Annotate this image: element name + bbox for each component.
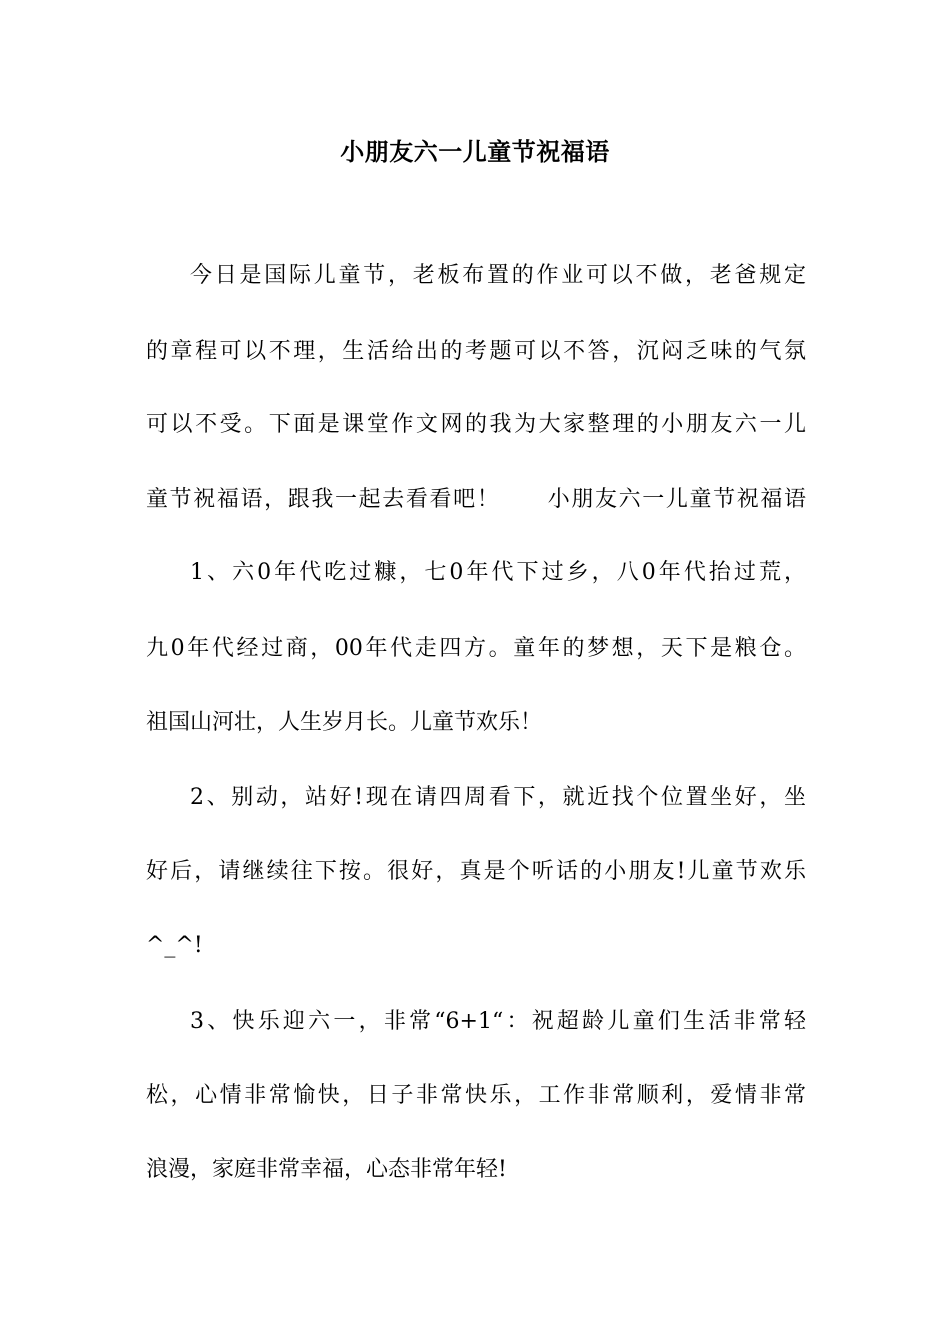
paragraph-line: 的章程可以不理，生活给出的考题可以不答，沉闷乏味的气氛	[146, 339, 806, 364]
paragraph-line: 2、别动，站好!现在请四周看下，就近找个位置坐好，坐	[190, 785, 806, 810]
paragraph-line: 浪漫，家庭非常幸福，心态非常年轻!	[146, 1157, 507, 1182]
paragraph-line: 童节祝福语，跟我一起去看看吧！ 小朋友六一儿童节祝福语	[146, 487, 806, 512]
paragraph-line: 好后，请继续往下按。很好，真是个听话的小朋友!儿童节欢乐	[146, 859, 806, 884]
paragraph-line: 3、快乐迎六一，非常“6+1“：祝超龄儿童们生活非常轻	[190, 1009, 806, 1034]
document-title: 小朋友六一儿童节祝福语	[340, 137, 610, 166]
paragraph-line: 松，心情非常愉快，日子非常快乐，工作非常顺利，爱情非常	[146, 1083, 806, 1108]
paragraph-line: 祖国山河壮，人生岁月长。儿童节欢乐！	[146, 710, 543, 735]
paragraph-line: 1、六0年代吃过糠，七0年代下过乡，八0年代抬过荒，	[190, 560, 806, 585]
paragraph-line: ^_^!	[146, 933, 203, 958]
paragraph-line: 可以不受。下面是课堂作文网的我为大家整理的小朋友六一儿	[146, 412, 806, 437]
paragraph-line: 九0年代经过商，00年代走四方。童年的梦想，天下是粮仓。	[146, 636, 806, 661]
paragraph-line: 今日是国际儿童节，老板布置的作业可以不做，老爸规定	[190, 263, 806, 288]
